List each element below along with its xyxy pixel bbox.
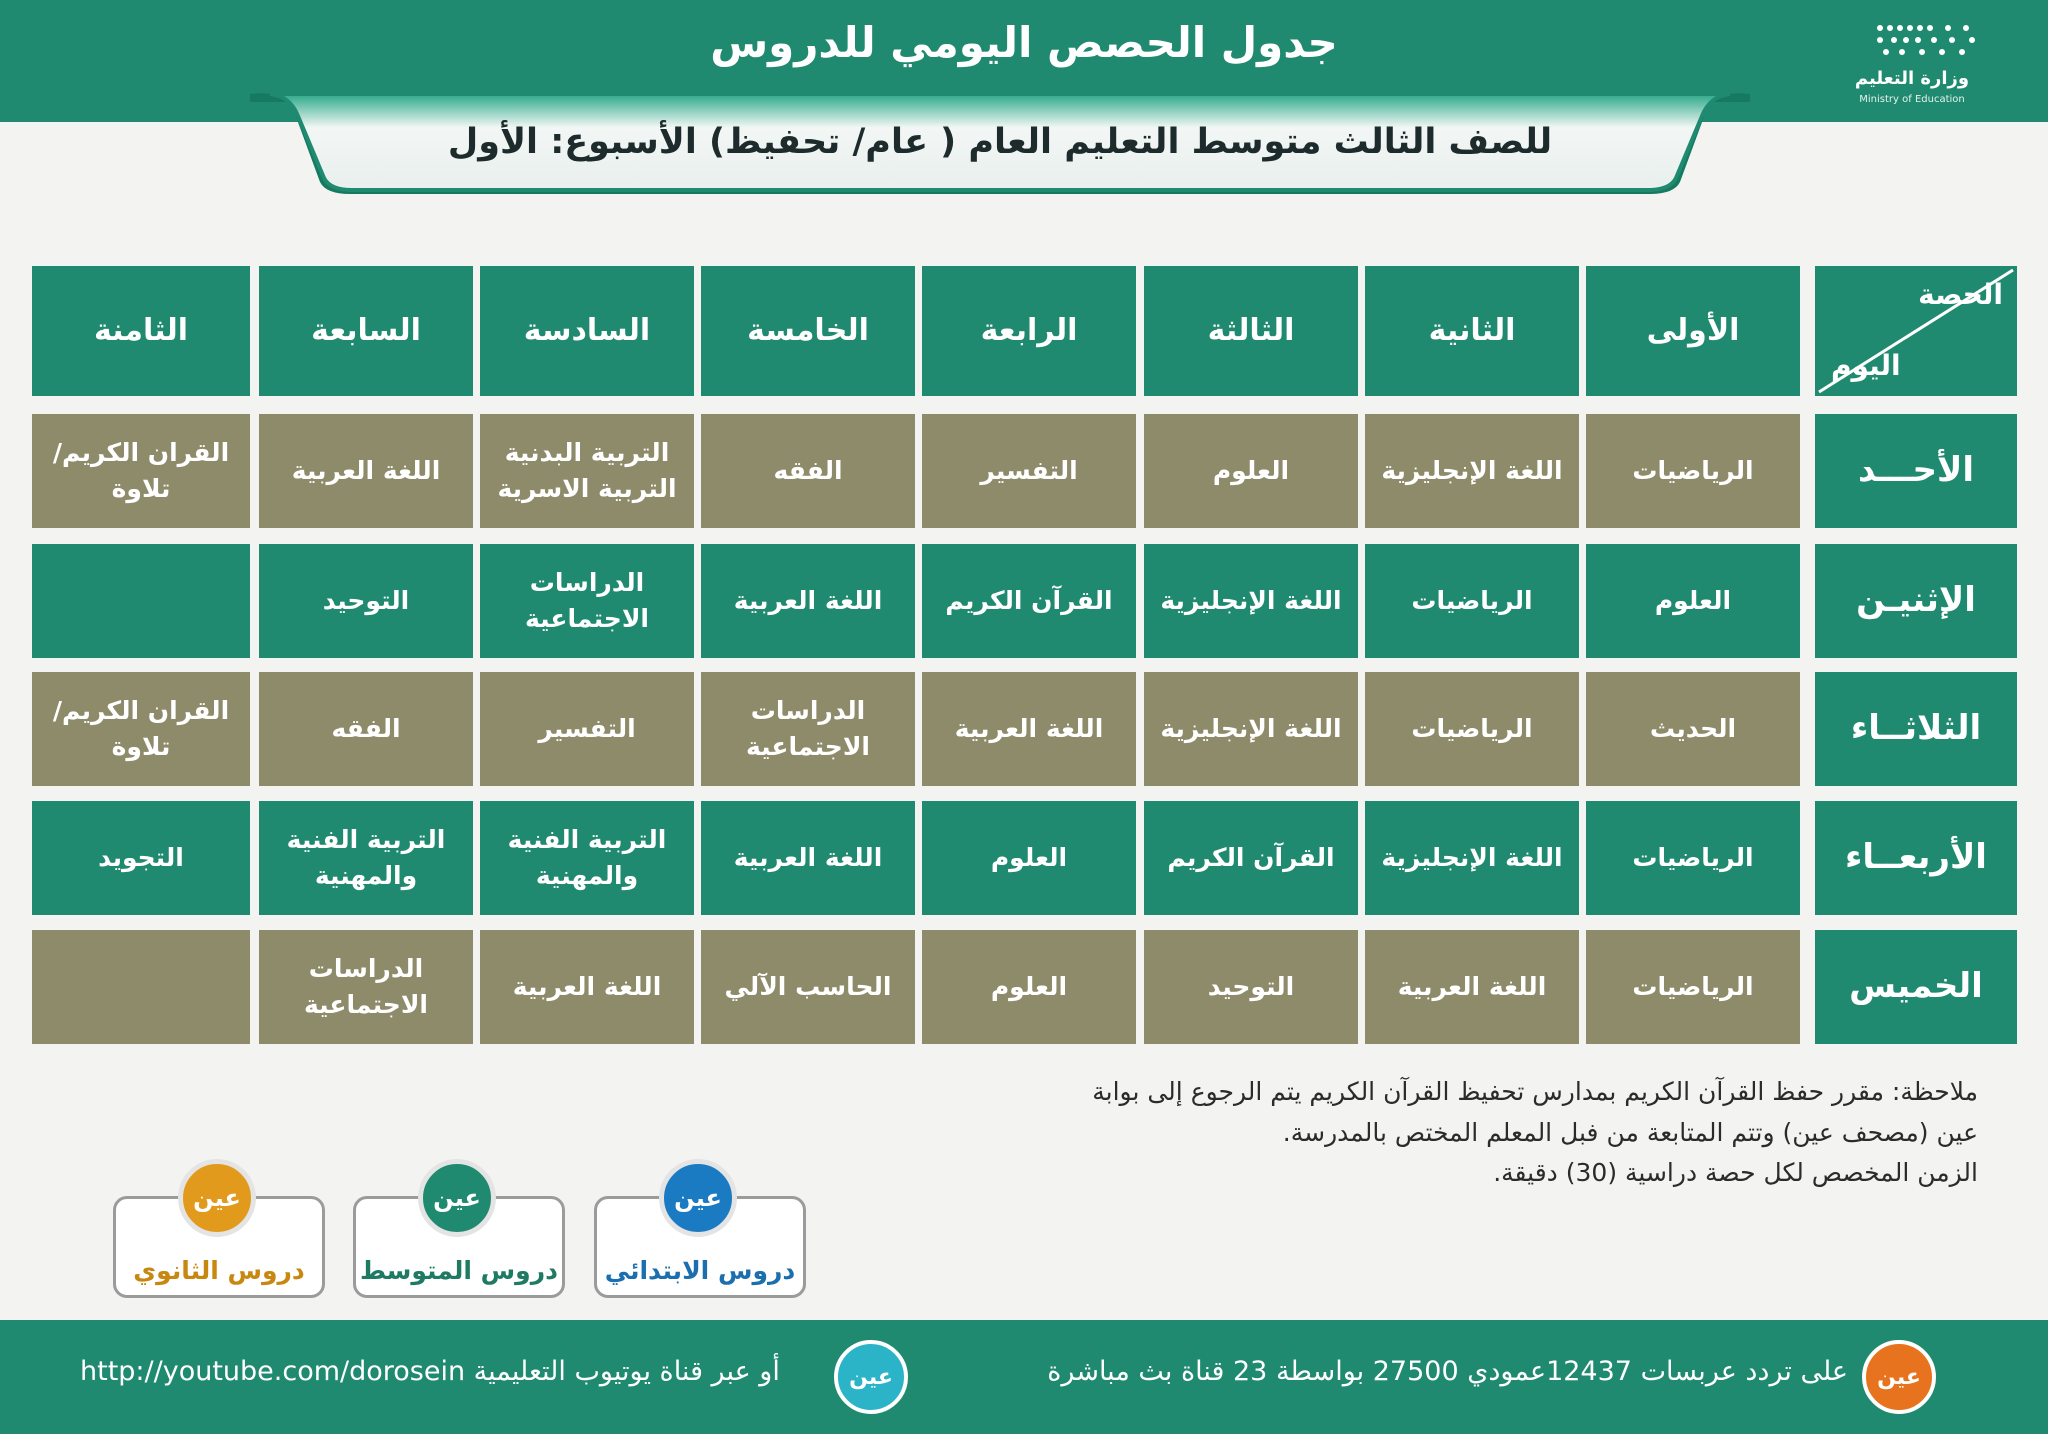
badge-intermediate-lessons[interactable] [353,1184,565,1298]
notes [940,1072,1978,1194]
broadcast-info: على تردد عربسات 12437عمودي 27500 بواسطة 23 قناة بث مباشرة [1047,1356,1848,1387]
lesson-cell: اللغة الإنجليزية [1144,672,1358,786]
lesson-cell: اللغة الإنجليزية [1144,544,1358,658]
corner-header-cell [1815,266,2017,396]
lesson-cell: العلوم [1144,414,1358,528]
subtitle-ribbon [240,86,1760,198]
period-header-8: الثامنة [32,266,250,396]
footer-bar [0,1320,2048,1434]
badge-label: دروس المتوسط [360,1256,558,1285]
lesson-cell: الحديث [1586,672,1800,786]
lesson-cell: الرياضيات [1586,930,1800,1044]
lesson-cell: الرياضيات [1365,672,1579,786]
ein-logo-icon: عين [418,1159,496,1237]
page-title: جدول الحصص اليومي للدروس [710,18,1338,67]
lesson-cell [32,544,250,658]
lesson-cell: الفقه [259,672,473,786]
badge-secondary-lessons[interactable] [113,1184,325,1298]
lesson-cell: التوحيد [1144,930,1358,1044]
ministry-logo [1842,16,2032,106]
note-line: عين (مصحف عين) وتتم المتابعة من فبل المعلم المختص بالمدرسة. [1282,1117,1978,1147]
lesson-cell: الرياضيات [1365,544,1579,658]
lesson-cell: اللغة العربية [259,414,473,528]
lesson-cell: اللغة الإنجليزية [1365,801,1579,915]
period-header-4: الرابعة [922,266,1136,396]
lesson-cell: القرآن الكريم [922,544,1136,658]
lesson-cell: الفقه [701,414,915,528]
day-label: الإثنيـن [1815,544,2017,658]
lesson-cell: العلوم [922,801,1136,915]
lesson-cell: الحاسب الآلي [701,930,915,1044]
lesson-cell: اللغة العربية [480,930,694,1044]
note-line: ملاحظة: مقرر حفظ القرآن الكريم بمدارس تحفيظ القرآن الكريم يتم الرجوع إلى بوابة [1092,1077,1978,1106]
badge-primary-lessons[interactable] [594,1184,806,1298]
period-header-6: السادسة [480,266,694,396]
lesson-cell: العلوم [1586,544,1800,658]
ein-broadcast-logo-icon: عين [1862,1340,1936,1414]
ministry-emblem-icon [1872,20,1982,64]
youtube-channel-link[interactable]: أو عبر قناة يوتيوب التعليمية http://youtube.com/dorosein [80,1356,780,1387]
page-subtitle: للصف الثالث متوسط التعليم العام ( عام/ تحفيظ) الأسبوع: الأول [447,122,1553,162]
lesson-cell: الدراسات الاجتماعية [259,930,473,1044]
day-label: الأربعــاء [1815,801,2017,915]
note-line: الزمن المخصص لكل حصة دراسية (30) دقيقة. [1493,1158,1978,1187]
period-header-3: الثالثة [1144,266,1358,396]
lesson-cell: الرياضيات [1586,801,1800,915]
corner-period-label: الحصة [1918,278,2003,311]
lesson-cell: التفسير [922,414,1136,528]
ministry-name-en: Ministry of Education [1859,94,1965,105]
lesson-cell: الدراسات الاجتماعية [701,672,915,786]
lesson-cell: اللغة العربية [701,544,915,658]
lesson-cell: الدراسات الاجتماعية [480,544,694,658]
lesson-cell: القرآن الكريم [1144,801,1358,915]
badge-label: دروس الثانوي [133,1256,305,1285]
ein-logo-icon: عين [659,1159,737,1237]
lesson-cell: القران الكريم/ تلاوة [32,672,250,786]
ein-logo-icon: عين [178,1159,256,1237]
day-label: الثلاثــاء [1815,672,2017,786]
lesson-cell: اللغة الإنجليزية [1365,414,1579,528]
lesson-cell: العلوم [922,930,1136,1044]
lesson-cell: التفسير [480,672,694,786]
lesson-cell: القران الكريم/ تلاوة [32,414,250,528]
period-header-2: الثانية [1365,266,1579,396]
lesson-cell: التربية الفنية والمهنية [259,801,473,915]
day-label: الخميس [1815,930,2017,1044]
lesson-cell: اللغة العربية [701,801,915,915]
lesson-cell: اللغة العربية [1365,930,1579,1044]
lesson-cell: اللغة العربية [922,672,1136,786]
ein-youtube-logo-icon: عين [834,1340,908,1414]
period-header-7: السابعة [259,266,473,396]
badge-label: دروس الابتدائي [604,1256,796,1285]
lesson-cell: التربية الفنية والمهنية [480,801,694,915]
ministry-name-ar: وزارة التعليم [1854,68,1970,89]
period-header-5: الخامسة [701,266,915,396]
day-label: الأحـــد [1815,414,2017,528]
period-header-1: الأولى [1586,266,1800,396]
lesson-cell: التجويد [32,801,250,915]
lesson-cell: التربية البدنية التربية الاسرية [480,414,694,528]
lesson-cell: الرياضيات [1586,414,1800,528]
lesson-cell [32,930,250,1044]
lesson-cell: التوحيد [259,544,473,658]
corner-day-label: اليوم [1831,349,1901,382]
